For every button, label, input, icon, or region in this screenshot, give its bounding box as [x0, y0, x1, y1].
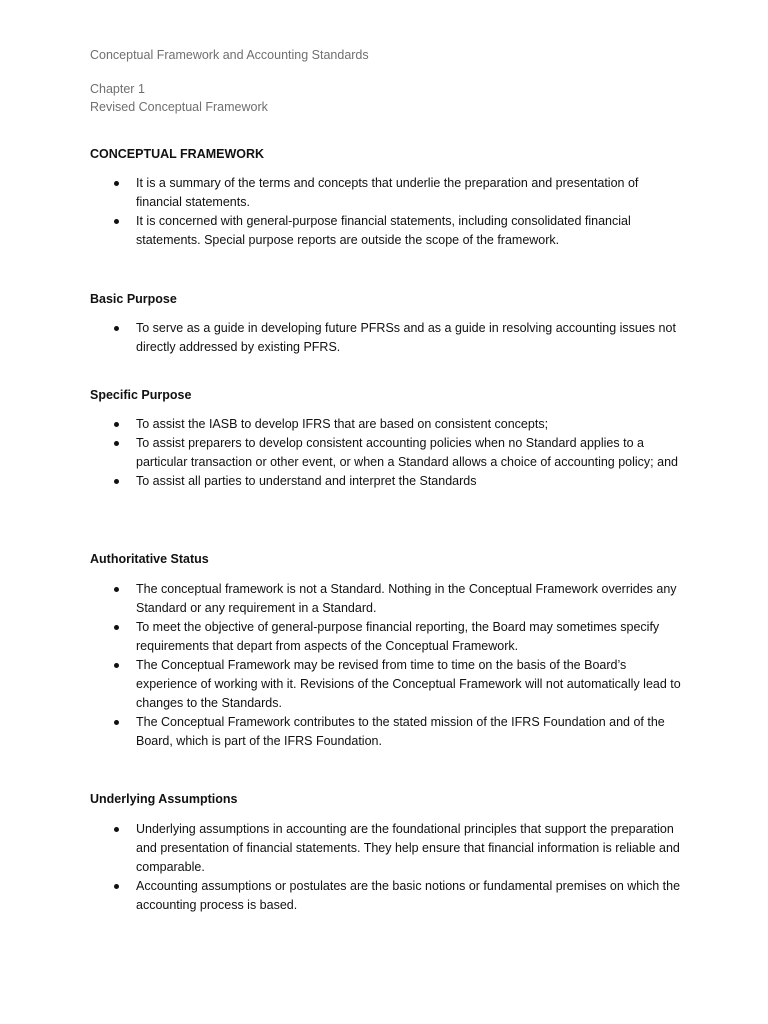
chapter-title: Revised Conceptual Framework [90, 100, 268, 114]
list-item [0, 656, 768, 713]
bullet-icon [114, 326, 119, 331]
bullet-list-underlying-assumptions [0, 820, 768, 915]
list-item [0, 174, 768, 212]
bullet-icon [114, 827, 119, 832]
bullet-icon [114, 663, 119, 668]
list-item [0, 618, 768, 656]
list-item-text: To assist preparers to develop consistent accounting policies when no Standard applies to a particular transaction or other event, or when a Standard allows a choice of accounting policy; and [136, 436, 678, 469]
bullet-icon [114, 441, 119, 446]
list-item-text: The Conceptual Framework may be revised from time to time on the basis of the Board’s experience of working with it. Revisions of the Conceptual Framework will not automatically lead to changes to the Standards. [136, 658, 681, 710]
section-heading-conceptual-framework: CONCEPTUAL FRAMEWORK [90, 147, 265, 161]
bullet-icon [114, 219, 119, 224]
list-item-text: To meet the objective of general-purpose financial reporting, the Board may sometimes specify requirements that depart from aspects of the Conceptual Framework. [136, 620, 660, 653]
list-item-text: Underlying assumptions in accounting are the foundational principles that support the preparation and presentation of financial statements. They help ensure that financial information is reliable and comparable. [136, 822, 680, 874]
bullet-icon [114, 720, 119, 725]
list-item [0, 472, 768, 491]
list-item [0, 415, 768, 434]
chapter-number: Chapter 1 [90, 82, 145, 96]
bullet-icon [114, 587, 119, 592]
bullet-icon [114, 479, 119, 484]
list-item [0, 820, 768, 877]
bullet-icon [114, 422, 119, 427]
list-item [0, 713, 768, 751]
list-item [0, 877, 768, 915]
bullet-icon [114, 625, 119, 630]
section-heading-authoritative-status: Authoritative Status [90, 552, 209, 566]
list-item-text: The conceptual framework is not a Standard. Nothing in the Conceptual Framework overrides any Standard or any requirement in a Standard. [136, 582, 677, 615]
section-heading-basic-purpose: Basic Purpose [90, 292, 177, 306]
list-item-text: To assist the IASB to develop IFRS that are based on consistent concepts; [136, 417, 549, 431]
list-item-text: It is a summary of the terms and concepts that underlie the preparation and presentation of financial statements. [136, 176, 639, 209]
list-item [0, 319, 768, 357]
bullet-icon [114, 181, 119, 186]
list-item-text: To assist all parties to understand and interpret the Standards [136, 474, 477, 488]
list-item-text: It is concerned with general-purpose financial statements, including consolidated financial statements. Special purpose reports are outside the scope of the framework. [136, 214, 631, 247]
list-item-text: The Conceptual Framework contributes to the stated mission of the IFRS Foundation and of the Board, which is part of the IFRS Foundation. [136, 715, 665, 748]
bullet-list-authoritative-status [0, 580, 768, 751]
list-item [0, 580, 768, 618]
bullet-list-specific-purpose [0, 415, 768, 491]
document-title: Conceptual Framework and Accounting Standards [90, 48, 369, 62]
list-item [0, 212, 768, 250]
section-heading-specific-purpose: Specific Purpose [90, 388, 192, 402]
list-item-text: Accounting assumptions or postulates are the basic notions or fundamental premises on which the accounting process is based. [136, 879, 681, 912]
bullet-list-basic-purpose [0, 319, 768, 357]
list-item-text: To serve as a guide in developing future PFRSs and as a guide in resolving accounting issues not directly addressed by existing PFRS. [136, 321, 676, 354]
section-heading-underlying-assumptions: Underlying Assumptions [90, 792, 238, 806]
list-item [0, 434, 768, 472]
bullet-icon [114, 884, 119, 889]
bullet-list-conceptual-framework [0, 174, 768, 250]
